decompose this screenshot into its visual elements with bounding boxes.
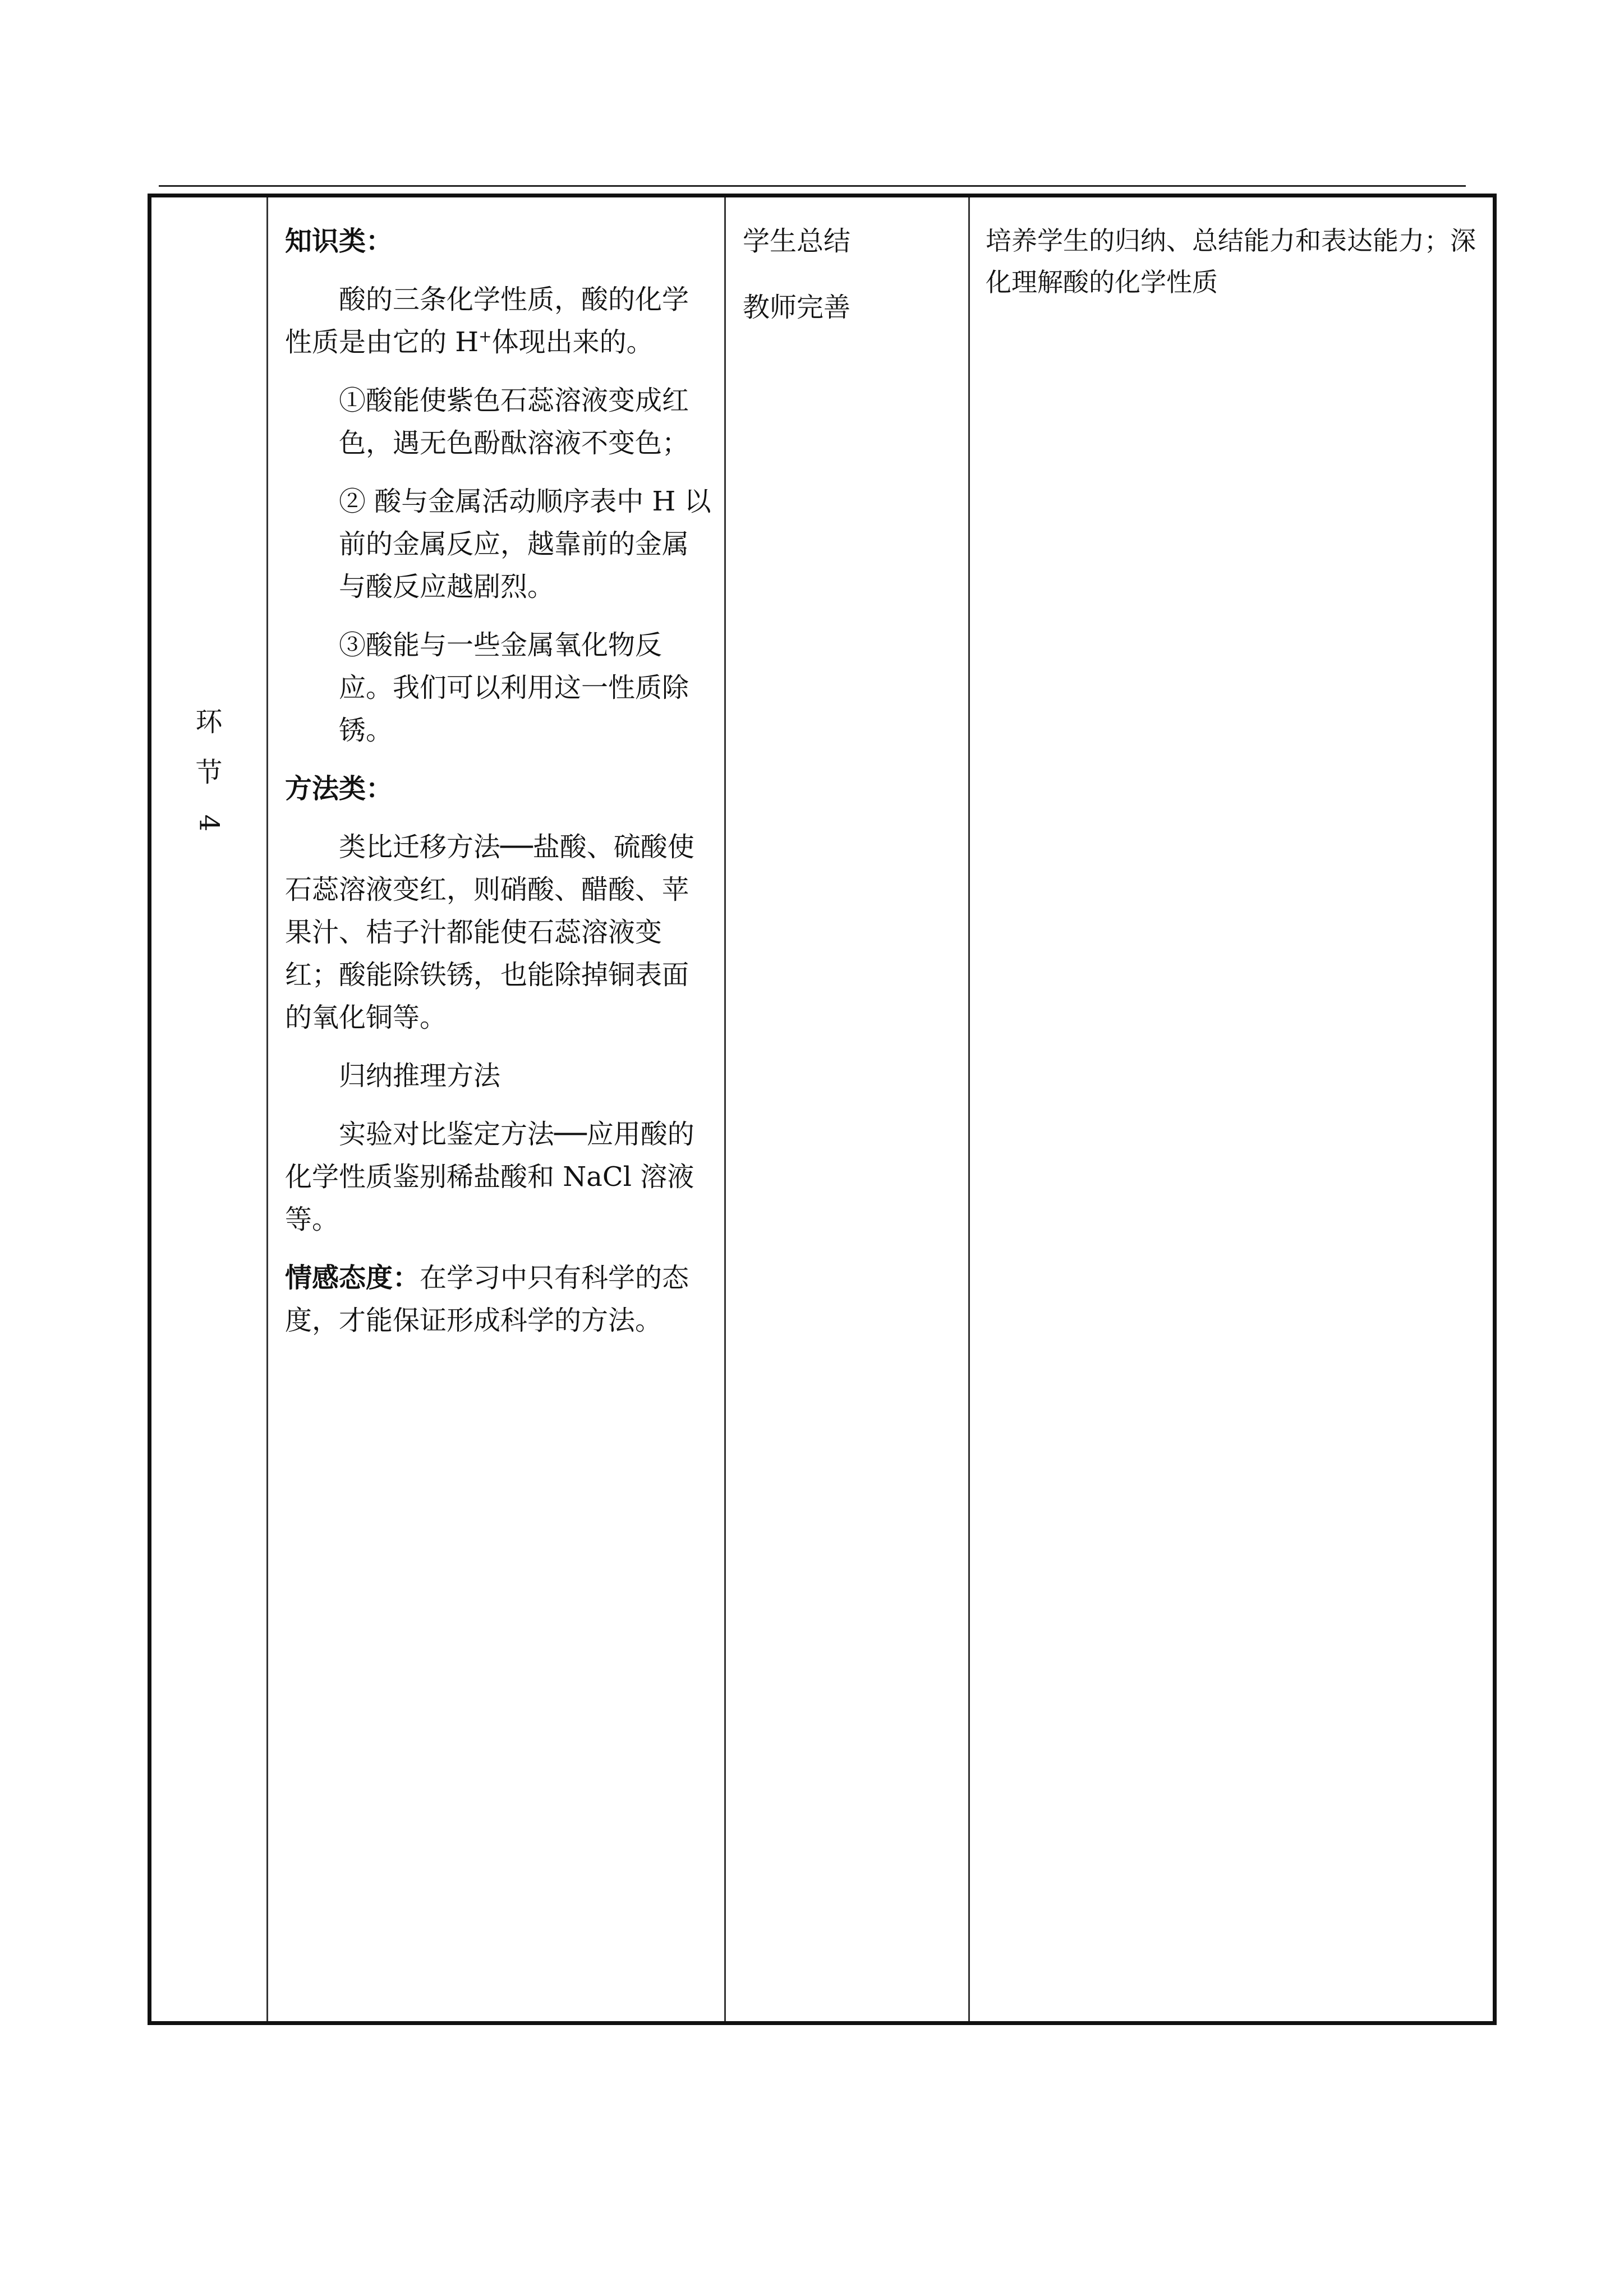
intent-text: 培养学生的归纳、总结能力和表达能力；深化理解酸的化学性质 xyxy=(986,226,1476,297)
method-item-1: 类比迁移方法──盐酸、硫酸使石蕊溶液变红，则硝酸、醋酸、苹果汁、桔子汁都能使石蕊溶液变红；酸能除铁锈，也能除掉铜表面的氧化铜等。 xyxy=(285,831,694,1033)
knowledge-item-1: ①酸能使紫色石蕊溶液变成红色，遇无色酚酞溶液不变色； xyxy=(339,385,689,459)
knowledge-item-3: ③酸能与一些金属氧化物反应。我们可以利用这一性质除锈。 xyxy=(339,629,689,746)
header-rule xyxy=(159,185,1466,187)
lesson-table xyxy=(148,194,1497,2025)
knowledge-heading: 知识类： xyxy=(285,226,393,257)
emotion-text: 在学习中只有科学的态度，才能保证形成科学的方法。 xyxy=(285,1262,689,1336)
stage-label xyxy=(151,697,266,848)
content-cell xyxy=(268,197,724,2021)
superscript: + xyxy=(479,327,492,346)
method-heading: 方法类： xyxy=(285,773,393,804)
knowledge-intro-text: 体现出来的。 xyxy=(491,326,654,358)
knowledge-intro xyxy=(285,278,714,364)
knowledge-item-2: ② 酸与金属活动顺序表中 H 以前的金属反应，越靠前的金属与酸反应越剧烈。 xyxy=(339,486,711,602)
intent-cell xyxy=(970,197,1493,2021)
method-item-3: 实验对比鉴定方法──应用酸的化学性质鉴别稀盐酸和 NaCl 溶液等。 xyxy=(285,1119,694,1235)
stage-cell xyxy=(151,197,266,2021)
activity-cell xyxy=(726,197,968,2021)
emotion-heading: 情感态度： xyxy=(285,1262,420,1294)
knowledge-intro-text: 酸的三条化学性质，酸的化学性质是由它的 H xyxy=(285,284,689,358)
method-item-2: 归纳推理方法 xyxy=(339,1060,501,1092)
activity-line: 学生总结 xyxy=(743,226,851,257)
stage-char: 节 xyxy=(195,757,223,788)
activity-line: 教师完善 xyxy=(743,292,851,323)
stage-number: 4 xyxy=(193,814,225,832)
stage-char: 环 xyxy=(195,706,223,738)
emotion-paragraph xyxy=(285,1257,714,1342)
